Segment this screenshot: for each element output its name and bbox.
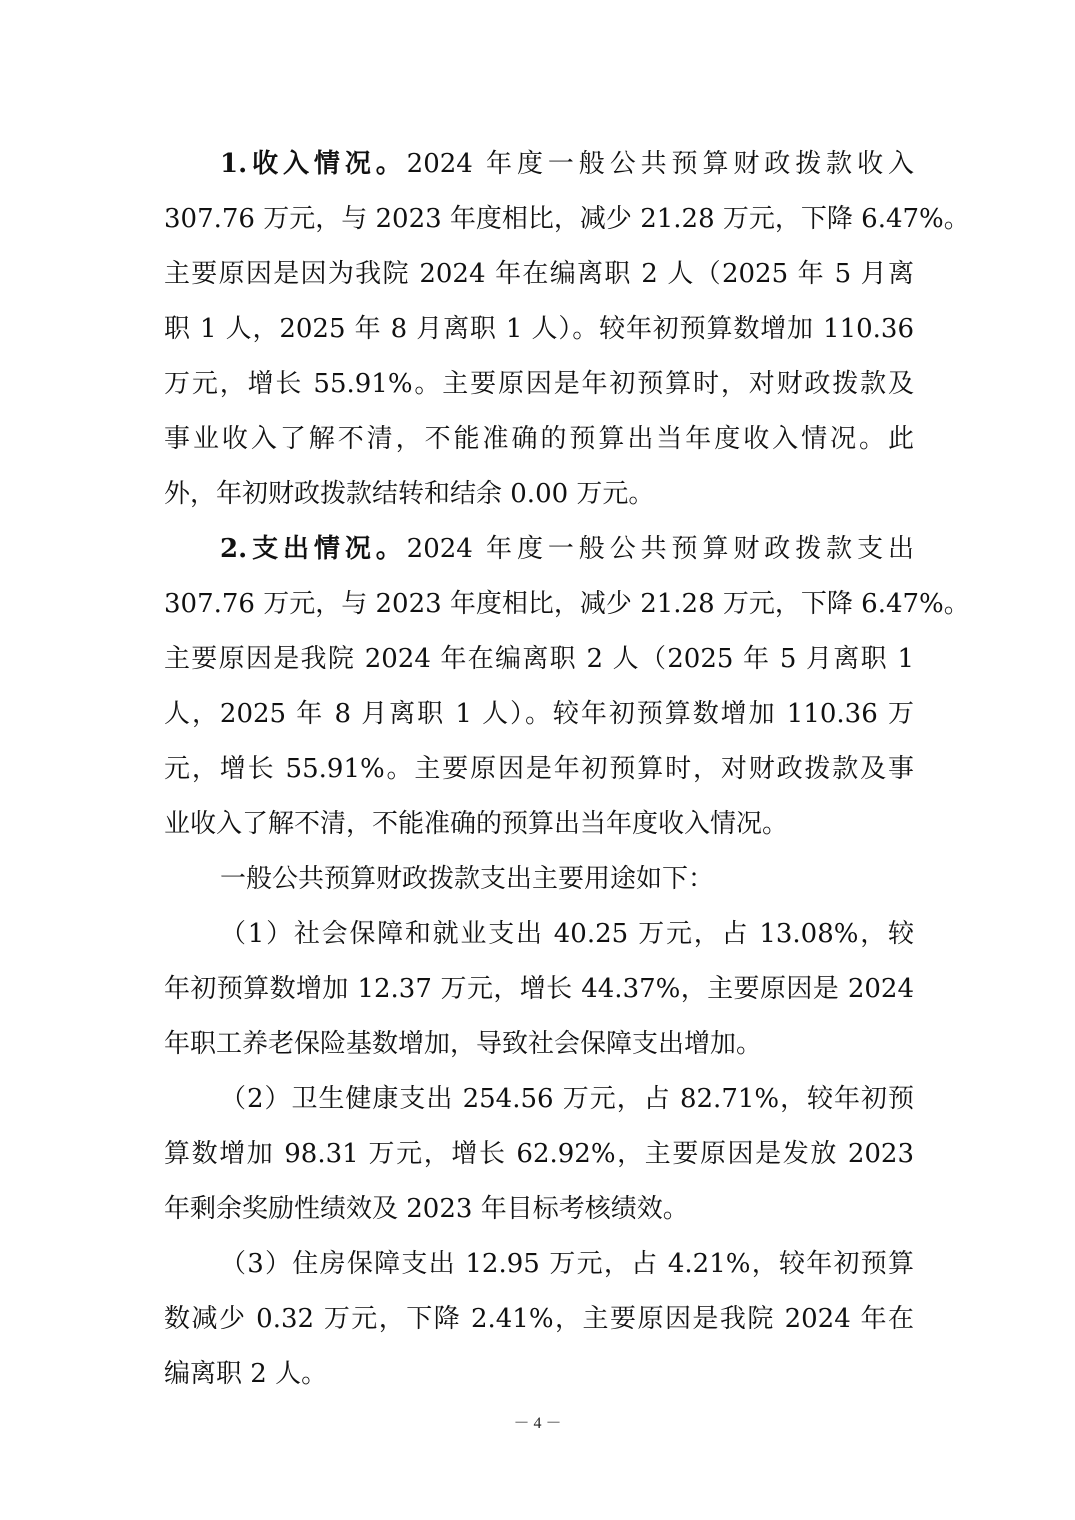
- expense-line-4: 人，2025 年 8 月离职 1 人）。较年初预算数增加 110.36 万: [164, 699, 914, 729]
- expense-line-6: 业收入了解不清，不能准确的预算出当年度收入情况。: [164, 809, 789, 839]
- expense-line-3: 主要原因是我院 2024 年在编离职 2 人（2025 年 5 月离职 1: [164, 644, 914, 674]
- income-paragraph: [164, 137, 970, 522]
- income-line-2: 307.76 万元，与 2023 年度相比，减少 21.28 万元，下降 6.47%。: [164, 204, 970, 234]
- income-line-3: 主要原因是因为我院 2024 年在编离职 2 人（2025 年 5 月离: [164, 259, 914, 289]
- expense-line-1: 2.支出情况。2024 年度一般公共预算财政拨款支出: [220, 534, 914, 564]
- item3-line-2: 数减少 0.32 万元，下降 2.41%，主要原因是我院 2024 年在: [164, 1304, 914, 1334]
- expense-line-5: 元，增长 55.91%。主要原因是年初预算时，对财政拨款及事: [164, 754, 914, 784]
- item2-line-1: （2）卫生健康支出 254.56 万元，占 82.71%，较年初预: [220, 1084, 914, 1114]
- expense-line-2: 307.76 万元，与 2023 年度相比，减少 21.28 万元，下降 6.47%。: [164, 589, 970, 619]
- expense-paragraph: [164, 522, 970, 852]
- item1-paragraph: [164, 907, 914, 1072]
- item3-line-3: 编离职 2 人。: [164, 1359, 328, 1389]
- item1-line-1: （1）社会保障和就业支出 40.25 万元，占 13.08%，较: [220, 919, 914, 949]
- income-line-6: 事业收入了解不清，不能准确的预算出当年度收入情况。此: [164, 424, 914, 454]
- item3-line-1: （3）住房保障支出 12.95 万元，占 4.21%，较年初预算: [220, 1249, 914, 1279]
- item2-line-2: 算数增加 98.31 万元，增长 62.92%，主要原因是发放 2023: [164, 1139, 914, 1169]
- usage-intro-line: 一般公共预算财政拨款支出主要用途如下：: [220, 864, 715, 894]
- income-heading: 1.收入情况。: [220, 149, 407, 179]
- income-line-5: 万元，增长 55.91%。主要原因是年初预算时，对财政拨款及: [164, 369, 914, 399]
- item1-line-2: 年初预算数增加 12.37 万元，增长 44.37%，主要原因是 2024: [164, 974, 914, 1004]
- item2-paragraph: [164, 1072, 914, 1237]
- item2-line-3: 年剩余奖励性绩效及 2023 年目标考核绩效。: [164, 1194, 689, 1224]
- income-line-4: 职 1 人，2025 年 8 月离职 1 人）。较年初预算数增加 110.36: [164, 314, 914, 344]
- document-body: [164, 137, 970, 1402]
- usage-intro-paragraph: [164, 852, 914, 907]
- page-number: － 4 －: [513, 1415, 562, 1432]
- item1-line-3: 年职工养老保险基数增加，导致社会保障支出增加。: [164, 1029, 763, 1059]
- expense-heading: 2.支出情况。: [220, 534, 407, 564]
- income-line-1: 1.收入情况。2024 年度一般公共预算财政拨款收入: [220, 149, 914, 179]
- income-line-7: 外，年初财政拨款结转和结余 0.00 万元。: [164, 479, 655, 509]
- item3-paragraph: [164, 1237, 914, 1402]
